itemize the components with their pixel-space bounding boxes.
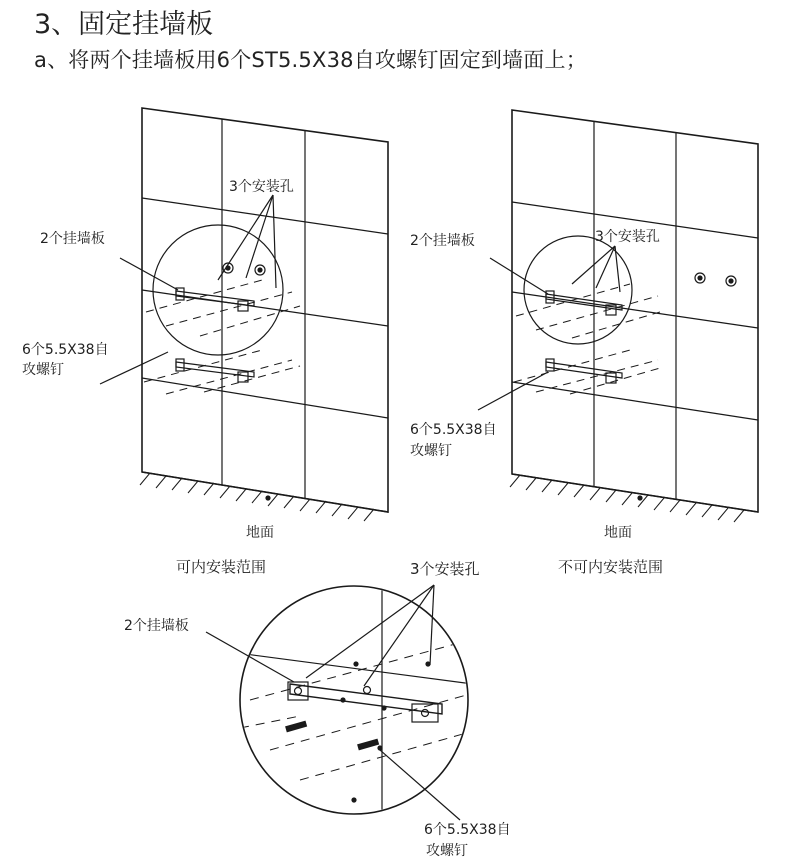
right-caption: 不可内安装范围 — [558, 558, 664, 576]
detail-screws-label-line2: 攻螺钉 — [426, 843, 468, 859]
right-holes-label: 3个安装孔 — [595, 229, 660, 245]
detail-holes-label: 3个安装孔 — [410, 560, 480, 578]
left-plates-label: 2个挂墙板 — [40, 231, 105, 247]
left-caption: 可内安装范围 — [176, 558, 267, 576]
detail-plate — [290, 684, 442, 714]
left-lower-plate — [176, 362, 254, 377]
detail-screws-label-line1: 6个5.5X38自 — [424, 822, 511, 838]
section-heading: 3、固定挂墙板 — [34, 9, 214, 40]
instruction-text: a、将两个挂墙板用6个ST5.5X38自攻螺钉固定到墙面上； — [34, 48, 587, 72]
left-wall-figure — [22, 108, 388, 576]
right-floor-label: 地面 — [604, 525, 632, 541]
right-floor-line — [512, 474, 758, 512]
right-plates-label: 2个挂墙板 — [410, 233, 475, 249]
left-holes-label: 3个安装孔 — [229, 179, 294, 195]
left-screws-label-line2: 攻螺钉 — [22, 362, 64, 378]
detail-figure — [124, 560, 511, 859]
left-screws-label-line1: 6个5.5X38自 — [22, 342, 109, 358]
left-wall-panel — [142, 108, 388, 512]
left-floor-label: 地面 — [246, 525, 274, 541]
detail-zoom-circle — [240, 586, 468, 814]
detail-plates-label: 2个挂墙板 — [124, 618, 189, 634]
right-wall-figure — [410, 110, 758, 576]
right-screws-label-line2: 攻螺钉 — [410, 443, 452, 459]
right-wall-panel — [512, 110, 758, 512]
left-zoom-circle — [153, 225, 283, 355]
left-floor-line — [142, 472, 388, 512]
right-screws-label-line1: 6个5.5X38自 — [410, 422, 497, 438]
